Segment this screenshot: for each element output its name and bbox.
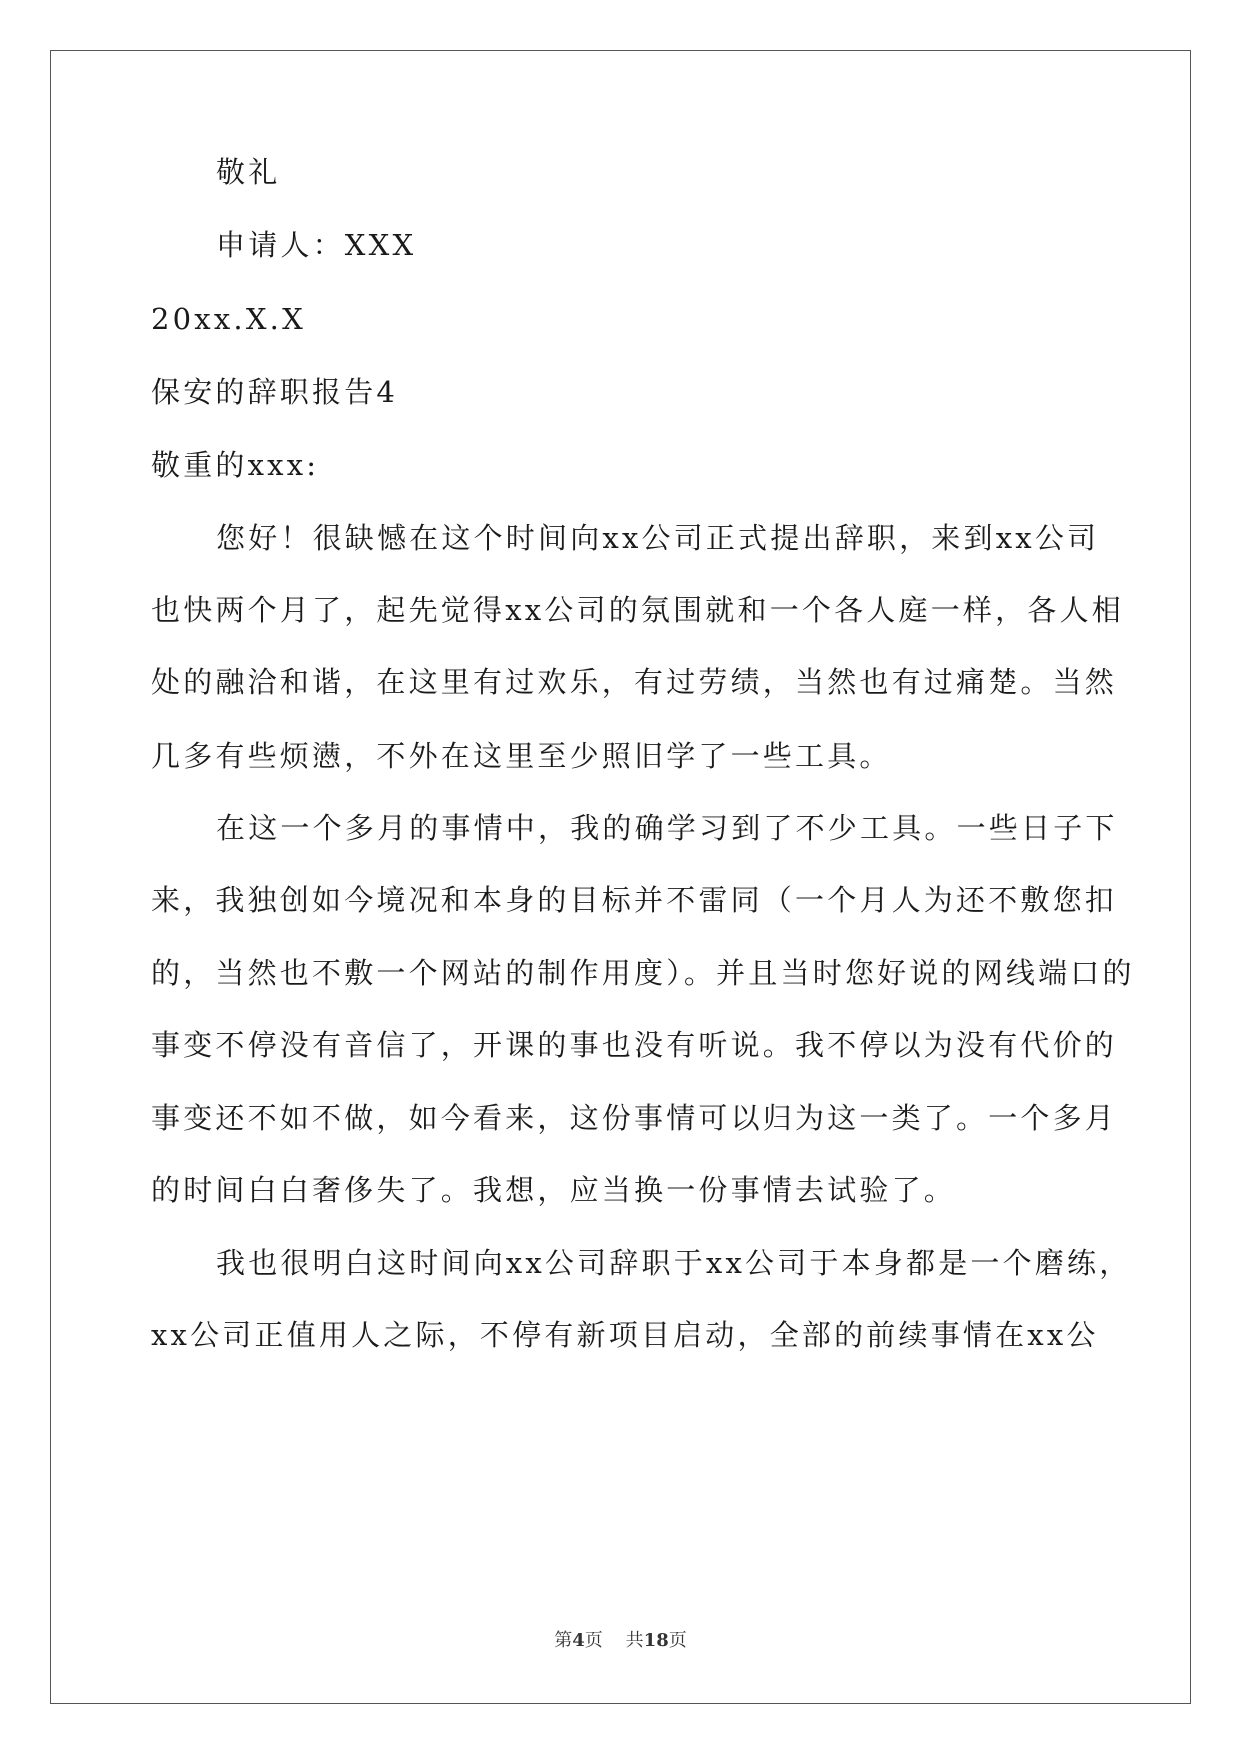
section-title: 保安的辞职报告4 <box>151 375 399 409</box>
paragraph-2-line-1: 在这一个多月的事情中，我的确学习到了不少工具。一些日子下 <box>216 811 1118 845</box>
page-footer <box>0 1626 1241 1652</box>
paragraph-2-line-2: 来，我独创如今境况和本身的目标并不雷同（一个月人为还不敷您扣 <box>151 883 1118 917</box>
paragraph-2-line-3: 的，当然也不敷一个网站的制作用度）。并且当时您好说的网线端口的 <box>151 956 1135 990</box>
paragraph-1-line-3: 处的融洽和谐，在这里有过欢乐，有过劳绩，当然也有过痛楚。当然 <box>151 665 1118 699</box>
footer-page-number: 4 <box>572 1630 585 1651</box>
paragraph-1-line-1: 您好！很缺憾在这个时间向xx公司正式提出辞职，来到xx公司 <box>216 521 1100 555</box>
paragraph-2-line-5: 事变还不如不做，如今看来，这份事情可以归为这一类了。一个多月 <box>151 1101 1118 1135</box>
date-line: 20xx.X.X <box>151 302 306 336</box>
footer-total-prefix: 共 <box>625 1630 644 1651</box>
footer-prefix: 第 <box>554 1630 573 1651</box>
paragraph-1-line-4: 几多有些烦懑，不外在这里至少照旧学了一些工具。 <box>151 739 892 773</box>
greeting-line: 敬重的xxx: <box>151 448 320 482</box>
paragraph-2-line-4: 事变不停没有音信了，开课的事也没有听说。我不停以为没有代价的 <box>151 1028 1118 1062</box>
footer-total-pages: 18 <box>643 1630 669 1651</box>
footer-total-suffix: 页 <box>668 1630 687 1651</box>
closing-salutation: 敬礼 <box>216 155 281 189</box>
applicant-line: 申请人：XXX <box>216 228 417 262</box>
paragraph-3-line-2: xx公司正值用人之际，不停有新项目启动，全部的前续事情在xx公 <box>151 1318 1099 1352</box>
paragraph-1-line-2: 也快两个月了，起先觉得xx公司的氛围就和一个各人庭一样，各人相 <box>151 593 1124 627</box>
footer-page-suffix: 页 <box>584 1630 603 1651</box>
paragraph-2-line-6: 的时间白白奢侈失了。我想，应当换一份事情去试验了。 <box>151 1173 957 1207</box>
paragraph-3-line-1: 我也很明白这时间向xx公司辞职于xx公司于本身都是一个磨练， <box>216 1246 1132 1280</box>
